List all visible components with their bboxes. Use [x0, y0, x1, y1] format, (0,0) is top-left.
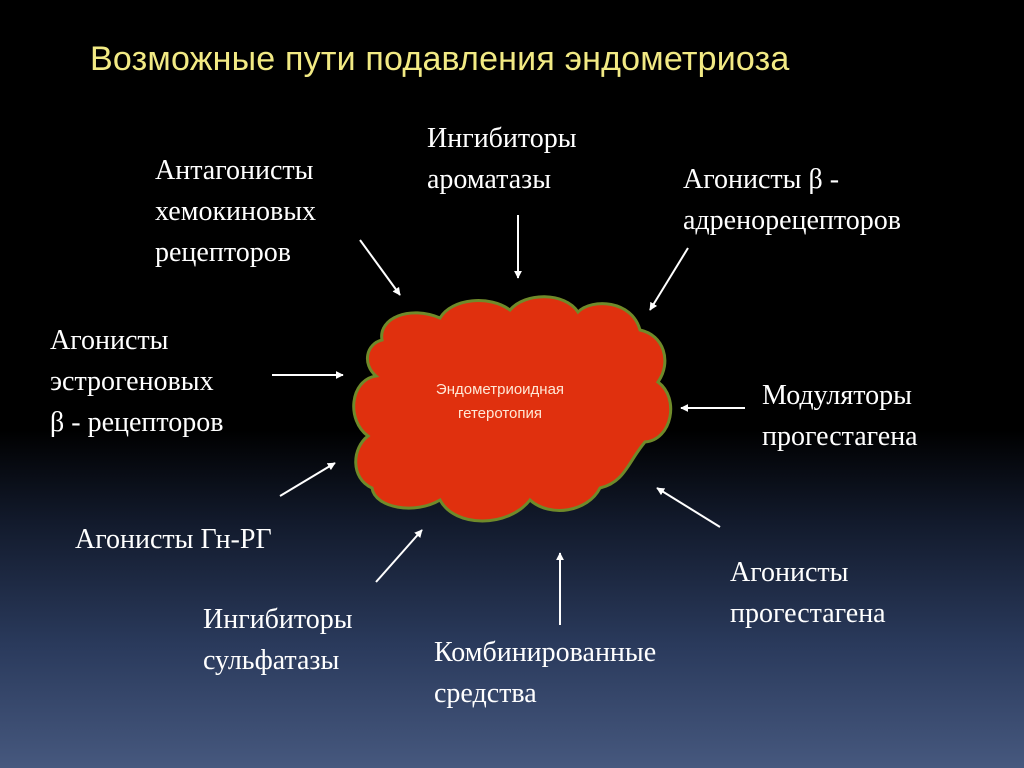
label-progestagen-modulators: Модуляторы прогестагена	[762, 380, 918, 452]
slide-title: Возможные пути подавления эндометриоза	[90, 40, 790, 78]
label-progestagen-agonists: Агонисты прогестагена	[730, 557, 886, 629]
arrow-sulfatase	[376, 530, 422, 582]
cloud-label-line2: гетеротопия	[457, 405, 543, 422]
label-combined-agents: Комбинированные средства	[434, 637, 657, 709]
label-sulfatase-inhibitors: Ингибиторы сульфатазы	[203, 604, 353, 676]
cloud-label	[390, 378, 610, 426]
cloud-label-line1: Эндометриоидная	[435, 381, 565, 398]
label-chemokine-antagonists: Антагонисты хемокиновых рецепторов	[155, 155, 317, 268]
label-estrogen-beta-agonists: Агонисты эстрогеновых β - рецепторов	[50, 325, 224, 438]
arrow-chemokine	[360, 240, 400, 295]
label-beta-adreno-agonists: Агонисты β - адренорецепторов	[683, 164, 901, 236]
arrow-gnrh	[280, 463, 335, 496]
label-gnrh-agonists: Агонисты Гн-РГ	[75, 524, 272, 555]
label-aromatase-inhibitors: Ингибиторы ароматазы	[427, 123, 577, 195]
arrow-beta-adreno	[650, 248, 688, 310]
arrow-progestagen-ag	[657, 488, 720, 527]
